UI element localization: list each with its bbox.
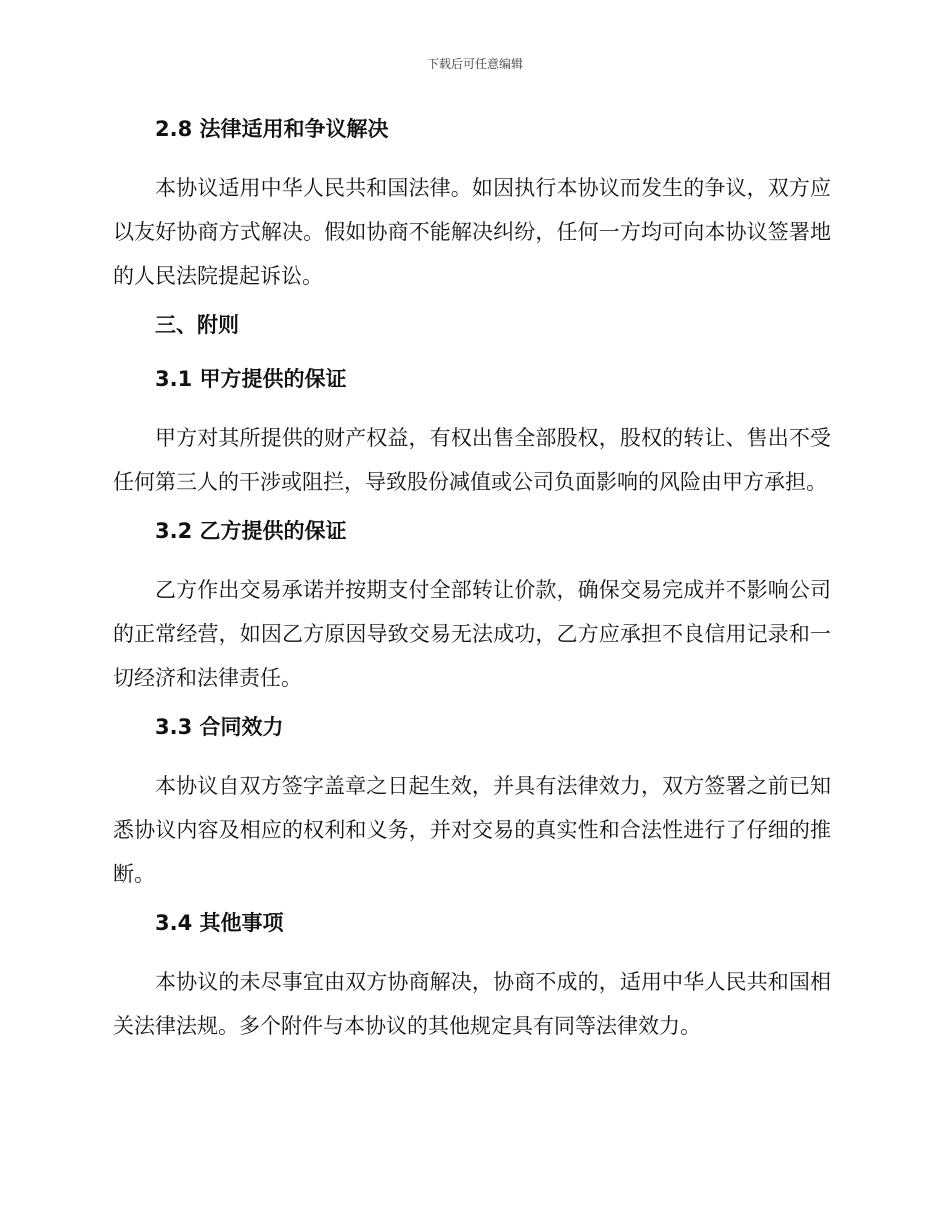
section-2-8 <box>113 112 831 308</box>
section-3-4 <box>113 906 831 1048</box>
section-paragraph: 本协议自双方签字盖章之日起生效，并具有法律效力，双方签署之前已知悉协议内容及相应的权利和义务，并对交易的真实性和合法性进行了仔细的推断。 <box>113 774 831 886</box>
section-heading: 三、附则 <box>155 313 239 337</box>
section-3-2 <box>113 514 831 710</box>
section-heading: 2.8 法律适用和争议解决 <box>155 117 389 141</box>
section-paragraph: 甲方对其所提供的财产权益，有权出售全部股权，股权的转让、售出不受任何第三人的干涉或阻拦，导致股份减值或公司负面影响的风险由甲方承担。 <box>113 426 831 494</box>
section-paragraph: 乙方作出交易承诺并按期支付全部转让价款，确保交易完成并不影响公司的正常经营，如因乙方原因导致交易无法成功，乙方应承担不良信用记录和一切经济和法律责任。 <box>113 578 831 690</box>
section-heading: 3.4 其他事项 <box>155 911 284 935</box>
document-body <box>113 112 831 1048</box>
section-heading: 3.1 甲方提供的保证 <box>155 367 347 391</box>
section-paragraph: 本协议的未尽事宜由双方协商解决，协商不成的，适用中华人民共和国相关法律法规。多个附件与本协议的其他规定具有同等法律效力。 <box>113 970 831 1038</box>
section-3-1 <box>113 362 831 514</box>
section-3-3 <box>113 710 831 906</box>
section-appendix <box>113 308 831 362</box>
section-paragraph: 本协议适用中华人民共和国法律。如因执行本协议而发生的争议，双方应以友好协商方式解决。假如协商不能解决纠纷，任何一方均可向本协议签署地的人民法院提起诉讼。 <box>113 176 831 288</box>
page-header-note: 下载后可任意编辑 <box>426 57 523 71</box>
section-heading: 3.3 合同效力 <box>155 715 284 739</box>
section-heading: 3.2 乙方提供的保证 <box>155 519 347 543</box>
